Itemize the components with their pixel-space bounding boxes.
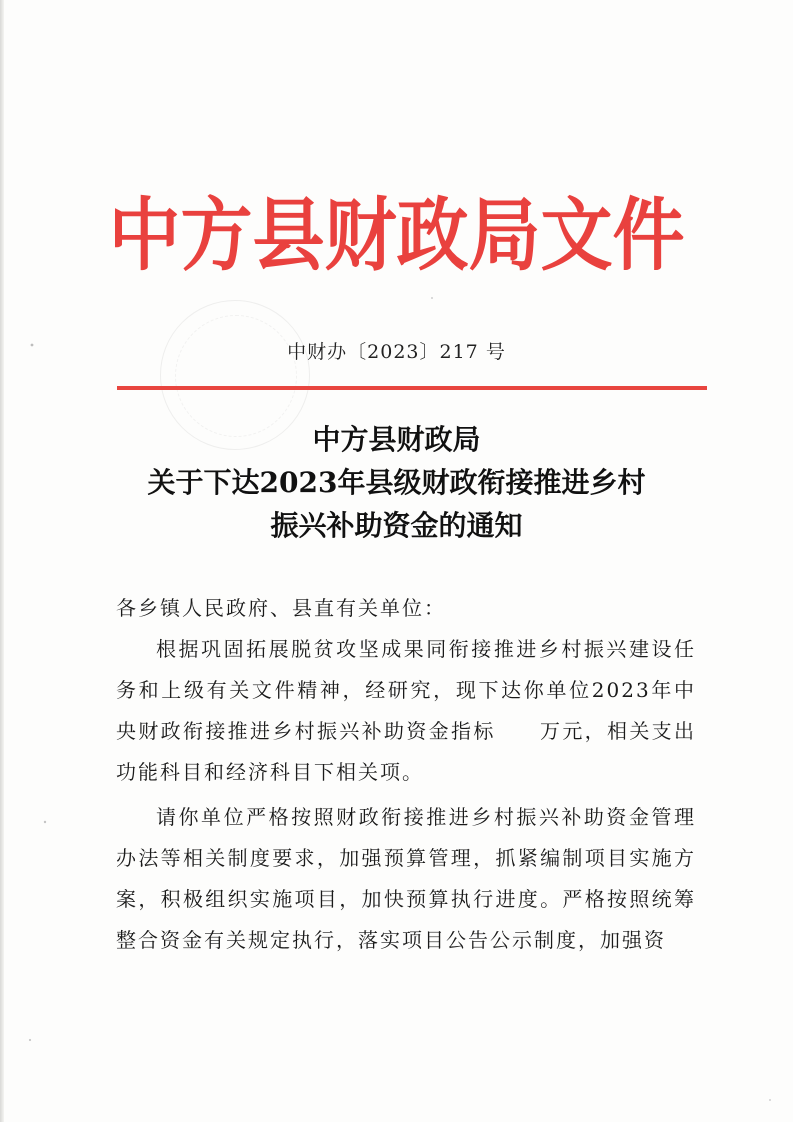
notice-title-line-2: 关于下达2023年县级财政衔接推进乡村 [147,466,646,499]
scan-edge-shadow [0,0,4,1122]
paragraph-1-text-a: 根据巩固拓展脱贫攻坚成果同衔接推进乡村振兴建设任务和上级有关文件精神，经研究，现下达你单位2023年中央财政衔接推进乡村振兴补助资金指标 [116,637,696,743]
paragraph-1-text-b: 万元，相关支出功能科目和经济科目下相关项。 [116,719,697,784]
salutation: 各乡镇人民政府、县直有关单位： [116,596,446,620]
notice-title [0,418,793,547]
document-number: 中财办〔2023〕217 号 [287,341,506,363]
paragraph-1 [116,629,696,793]
red-header-title: 中方县财政局文件 [108,187,685,282]
document-body [116,588,696,961]
paragraph-2: 请你单位严格按照财政衔接推进乡村振兴补助资金管理办法等相关制度要求，加强预算管理，抓紧编制项目实施方案，积极组织实施项目，加快预算执行进度。严格按照统筹整合资金有关规定执行，落实项目公告公示制度，加强资 [116,805,696,952]
notice-title-line-3: 振兴补助资金的通知 [270,509,523,542]
red-divider-rule [117,386,707,390]
notice-title-line-1: 中方县财政局 [312,423,481,456]
